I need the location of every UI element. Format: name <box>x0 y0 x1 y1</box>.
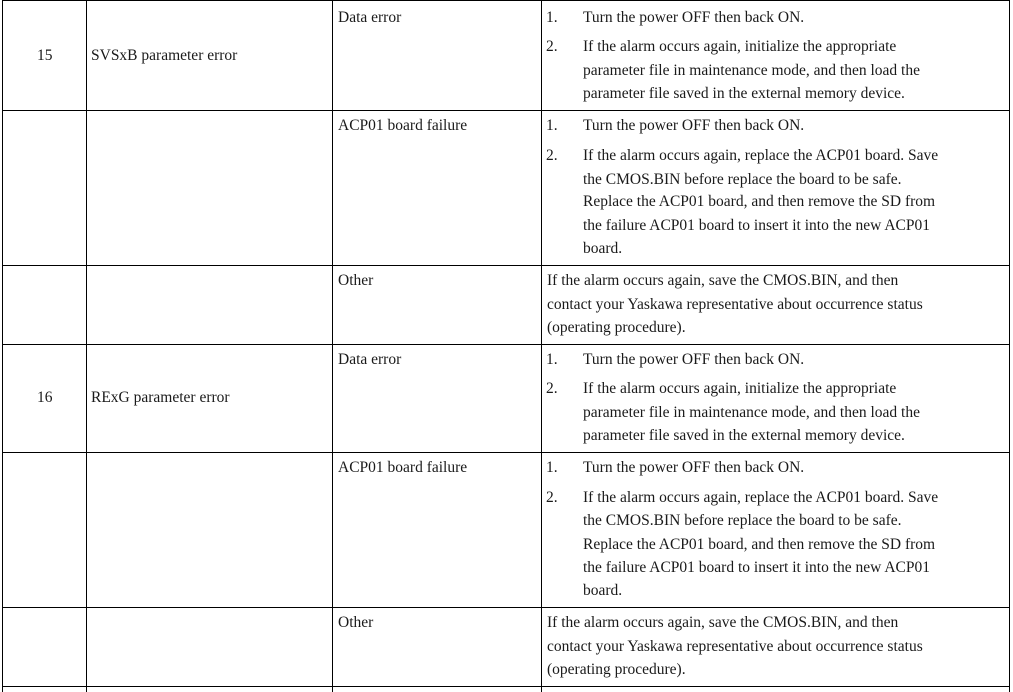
step-text: the CMOS.BIN before replace the board to be safe. <box>583 171 902 188</box>
row-border <box>2 344 1010 345</box>
alarm-name: SVSxB parameter error <box>91 47 238 64</box>
alarm-name: RExG parameter error <box>91 389 230 406</box>
row-border <box>2 265 1010 266</box>
step-text: the CMOS.BIN before replace the board to be safe. <box>583 512 902 529</box>
row-border <box>2 452 1010 453</box>
row-border <box>2 686 1010 687</box>
col-border-left <box>2 0 3 692</box>
step-number: 1. <box>546 459 558 476</box>
col-border-no <box>86 0 87 692</box>
step-text: board. <box>583 240 623 257</box>
step-text: parameter file in maintenance mode, and then load the <box>583 62 920 79</box>
col-border-right <box>1009 0 1010 692</box>
remedy-text: If the alarm occurs again, save the CMOS.BIN, and then <box>547 614 899 631</box>
step-text: Turn the power OFF then back ON. <box>583 459 805 476</box>
remedy-text: (operating procedure). <box>547 319 686 336</box>
alarm-number: 15 <box>37 47 53 64</box>
remedy-text: If the alarm occurs again, save the CMOS.BIN, and then <box>547 272 899 289</box>
step-number: 1. <box>546 351 558 368</box>
remedy-text: contact your Yaskawa representative about occurrence status <box>547 296 923 313</box>
remedy-text: (operating procedure). <box>547 661 686 678</box>
step-text: Replace the ACP01 board, and then remove the SD from <box>583 193 936 210</box>
step-text: parameter file saved in the external memory device. <box>583 85 905 102</box>
step-text: Turn the power OFF then back ON. <box>583 117 805 134</box>
step-text: board. <box>583 582 623 599</box>
step-text: Turn the power OFF then back ON. <box>583 9 805 26</box>
step-text: Turn the power OFF then back ON. <box>583 351 805 368</box>
step-text: If the alarm occurs again, replace the ACP01 board. Save <box>583 147 939 164</box>
step-text: If the alarm occurs again, initialize the appropriate <box>583 380 897 397</box>
step-text: Replace the ACP01 board, and then remove the SD from <box>583 536 936 553</box>
step-text: If the alarm occurs again, replace the ACP01 board. Save <box>583 489 939 506</box>
cause-label: Data error <box>338 9 402 26</box>
step-text: parameter file in maintenance mode, and then load the <box>583 404 920 421</box>
step-number: 2. <box>546 489 558 506</box>
step-number: 1. <box>546 9 558 26</box>
row-border <box>2 110 1010 111</box>
cause-label: Other <box>338 272 374 289</box>
step-text: parameter file saved in the external memory device. <box>583 427 905 444</box>
step-number: 2. <box>546 380 558 397</box>
cause-label: Other <box>338 614 374 631</box>
step-number: 2. <box>546 147 558 164</box>
col-border-cause <box>541 0 542 692</box>
cause-label: Data error <box>338 351 402 368</box>
alarm-number: 16 <box>37 389 53 406</box>
step-text: the failure ACP01 board to insert it into the new ACP01 <box>583 559 930 576</box>
step-number: 1. <box>546 117 558 134</box>
remedy-text: contact your Yaskawa representative about occurrence status <box>547 638 923 655</box>
step-text: If the alarm occurs again, initialize the appropriate <box>583 38 897 55</box>
cause-label: ACP01 board failure <box>338 459 468 476</box>
step-text: the failure ACP01 board to insert it into the new ACP01 <box>583 217 930 234</box>
col-border-name <box>332 0 333 692</box>
row-border-top <box>2 0 1010 1</box>
step-number: 2. <box>546 38 558 55</box>
row-border <box>2 607 1010 608</box>
cause-label: ACP01 board failure <box>338 117 468 134</box>
